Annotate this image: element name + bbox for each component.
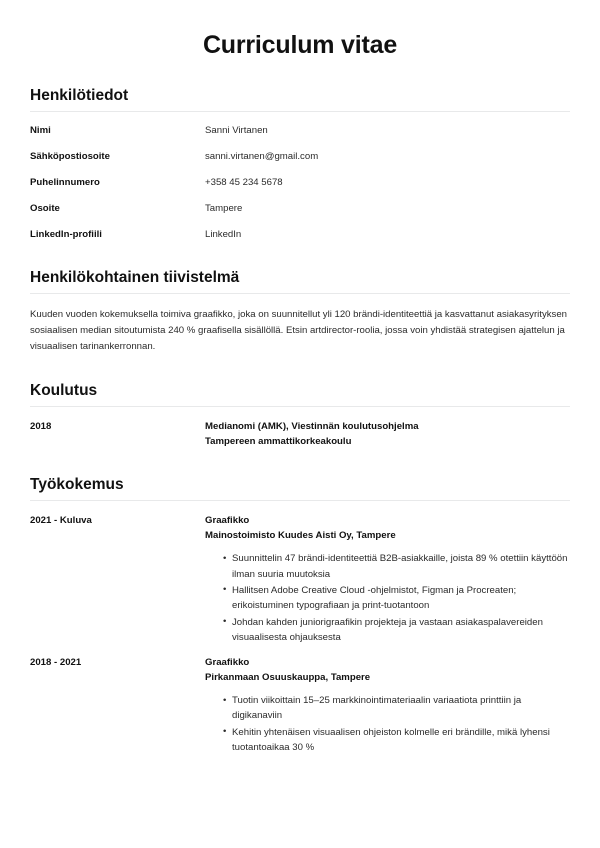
experience-entry-role: Graafikko bbox=[205, 657, 250, 669]
detail-row-name bbox=[30, 125, 570, 138]
experience-entry bbox=[30, 656, 570, 756]
list-item: • Suunnittelin 47 brändi-identiteettiä B2B-asiakkaille, joista 89 % otettiin käyttöön ilman suuria muutoksia bbox=[223, 551, 570, 582]
detail-value-name: Sanni Virtanen bbox=[205, 125, 268, 137]
detail-value-phone: +358 45 234 5678 bbox=[205, 177, 283, 189]
section-heading-education: Koulutus bbox=[30, 381, 98, 399]
education-entry-institution: Tampereen ammattikorkeakoulu bbox=[205, 435, 352, 447]
experience-entry-body bbox=[205, 656, 570, 756]
experience-entry-employer: Pirkanmaan Osuuskauppa, Tampere bbox=[205, 671, 371, 683]
education-entry-body bbox=[205, 420, 570, 449]
section-heading-work-experience: Työkokemus bbox=[30, 476, 124, 494]
section-divider bbox=[30, 406, 570, 407]
experience-entry-bullet-list bbox=[205, 551, 570, 645]
list-item: • Kehitin yhtenäisen visuaalisen ohjeiston kolmelle eri brändille, mikä lyhensi tuotantoaikaa 30 % bbox=[223, 725, 570, 756]
list-item: • Tuotin viikoittain 15–25 markkinointimateriaalin variaatiota printtiin ja digikanaviin bbox=[223, 693, 570, 724]
section-education bbox=[30, 381, 570, 449]
section-heading-personal-details: Henkilötiedot bbox=[30, 87, 129, 104]
detail-label: Puhelinnumero bbox=[30, 177, 100, 189]
page-title: Curriculum vitae bbox=[202, 31, 398, 59]
list-item: • Johdan kahden juniorigraafikin projekteja ja vastaan asiakaspalavereiden visuaalisesta ohjauksesta bbox=[223, 615, 570, 646]
detail-row-email bbox=[30, 151, 570, 164]
detail-label: Nimi bbox=[30, 125, 51, 137]
experience-entry-date: 2018 - 2021 bbox=[30, 657, 82, 669]
detail-value-address: Tampere bbox=[205, 203, 243, 215]
detail-row-phone bbox=[30, 177, 570, 190]
experience-entry-body bbox=[205, 514, 570, 646]
experience-entry-employer: Mainostoimisto Kuudes Aisti Oy, Tampere bbox=[205, 529, 396, 541]
detail-value-email: sanni.virtanen@gmail.com bbox=[205, 151, 319, 163]
experience-entry bbox=[30, 514, 570, 646]
section-personal-summary bbox=[30, 268, 570, 355]
detail-label: Osoite bbox=[30, 203, 60, 215]
list-item: • Hallitsen Adobe Creative Cloud -ohjelmistot, Figman ja Procreaten; erikoistuminen typografiaan ja print-tuotantoon bbox=[223, 583, 570, 614]
detail-value-linkedin[interactable]: LinkedIn bbox=[205, 229, 242, 241]
education-entry-degree: Medianomi (AMK), Viestinnän koulutusohjelma bbox=[205, 421, 419, 433]
education-entry-date: 2018 bbox=[30, 421, 52, 433]
detail-label: LinkedIn-profiili bbox=[30, 229, 102, 241]
education-entry bbox=[30, 420, 570, 449]
summary-paragraph: Kuuden vuoden kokemuksella toimiva graafikko, joka on suunnitellut yli 120 brändi-identiteettiä ja kasvattanut asiakasyrityksen sosiaalisen median sitoutumista 240 % graafisella sisällöllä. Etsin artdirector-roolia, jossa voin yhdistää strategisen ajattelun ja visuaalisen tarinankerronnan. bbox=[30, 309, 568, 353]
section-personal-details bbox=[30, 86, 570, 242]
detail-row-linkedin bbox=[30, 229, 570, 242]
experience-entry-date: 2021 - Kuluva bbox=[30, 515, 92, 527]
section-divider bbox=[30, 500, 570, 501]
section-divider bbox=[30, 111, 570, 112]
experience-entry-bullet-list bbox=[205, 693, 570, 755]
section-divider bbox=[30, 293, 570, 294]
detail-label: Sähköpostiosoite bbox=[30, 151, 110, 163]
detail-row-address bbox=[30, 203, 570, 216]
section-heading-personal-summary: Henkilökohtainen tiivistelmä bbox=[30, 269, 240, 287]
experience-entry-role: Graafikko bbox=[205, 515, 250, 527]
section-work-experience bbox=[30, 475, 570, 756]
